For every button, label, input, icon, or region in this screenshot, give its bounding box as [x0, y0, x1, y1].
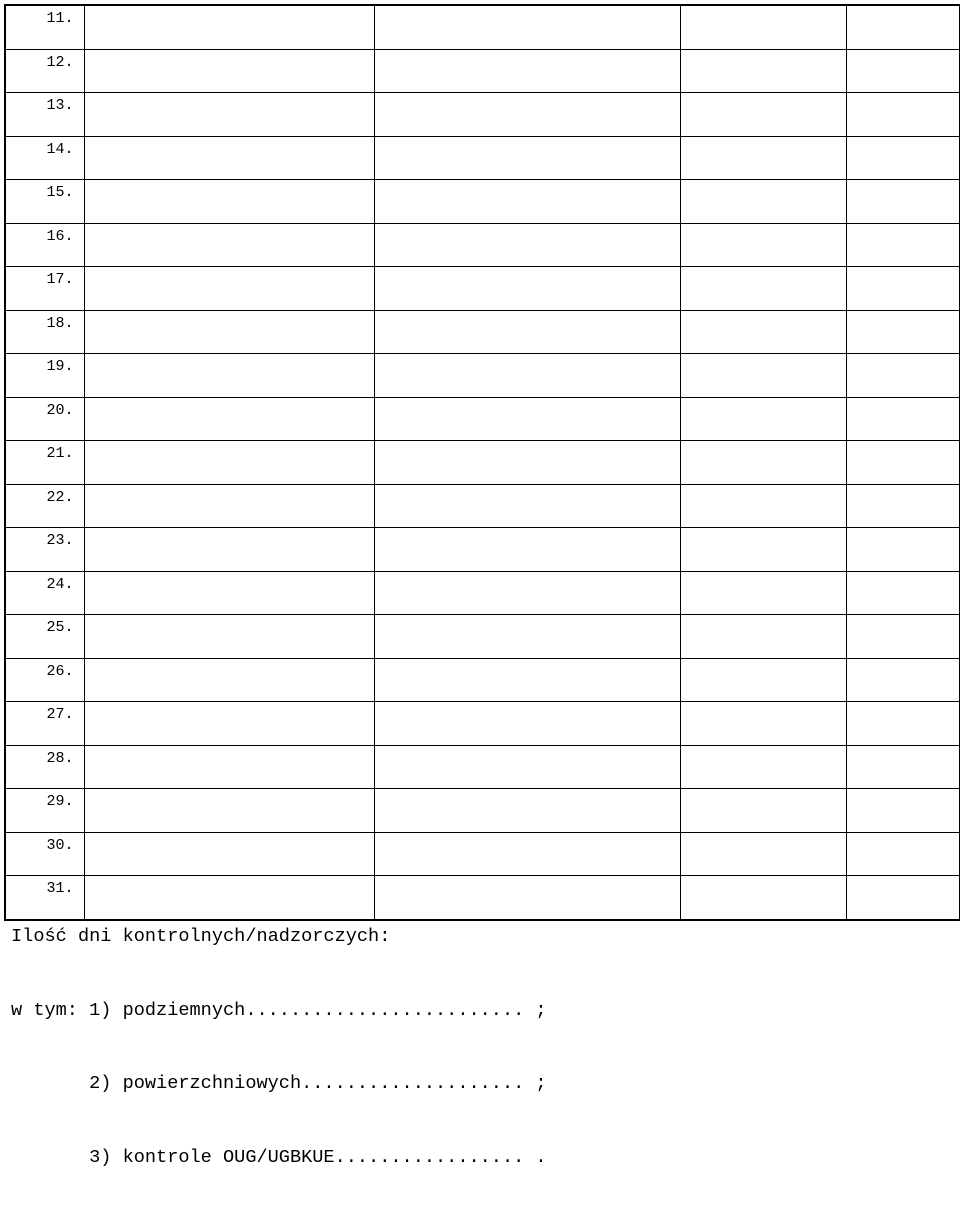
table-row — [5, 267, 960, 311]
table-cell — [680, 267, 846, 311]
table-cell — [846, 223, 960, 267]
table-cell — [374, 354, 680, 398]
row-number: 14. — [5, 136, 84, 180]
table-cell — [846, 658, 960, 702]
table-cell — [680, 180, 846, 224]
table-cell — [680, 5, 846, 49]
table-cell — [680, 136, 846, 180]
row-number: 22. — [5, 484, 84, 528]
table-cell — [84, 49, 374, 93]
table-cell — [374, 136, 680, 180]
table-cell — [846, 5, 960, 49]
table-cell — [680, 615, 846, 659]
table-cell — [84, 5, 374, 49]
summary-block — [11, 876, 951, 1219]
table-cell — [84, 136, 374, 180]
table-row — [5, 136, 960, 180]
table-row — [5, 354, 960, 398]
table-row — [5, 745, 960, 789]
row-number: 31. — [5, 876, 84, 920]
table-cell — [680, 354, 846, 398]
table-cell — [846, 136, 960, 180]
table-cell — [846, 484, 960, 528]
table-cell — [680, 441, 846, 485]
row-number: 29. — [5, 789, 84, 833]
row-number: 27. — [5, 702, 84, 746]
row-number: 24. — [5, 571, 84, 615]
table-cell — [374, 745, 680, 789]
table-cell — [680, 571, 846, 615]
table-cell — [846, 832, 960, 876]
row-number: 16. — [5, 223, 84, 267]
row-number: 30. — [5, 832, 84, 876]
table-cell — [84, 267, 374, 311]
daily-log-body — [5, 5, 960, 920]
table-cell — [846, 310, 960, 354]
row-number: 28. — [5, 745, 84, 789]
row-number: 20. — [5, 397, 84, 441]
table-cell — [374, 441, 680, 485]
table-cell — [680, 658, 846, 702]
table-cell — [84, 789, 374, 833]
table-cell — [680, 832, 846, 876]
table-cell — [680, 49, 846, 93]
table-cell — [84, 484, 374, 528]
table-cell — [680, 397, 846, 441]
row-number: 11. — [5, 5, 84, 49]
table-cell — [374, 267, 680, 311]
table-cell — [374, 180, 680, 224]
summary-oug-line: 3) kontrole OUG/UGBKUE................. . — [11, 1146, 547, 1168]
table-cell — [374, 49, 680, 93]
table-row — [5, 789, 960, 833]
table-row — [5, 310, 960, 354]
table-cell — [680, 310, 846, 354]
summary-surface-line: 2) powierzchniowych.................... ; — [11, 1073, 547, 1094]
table-cell — [374, 223, 680, 267]
table-cell — [846, 528, 960, 572]
table-cell — [84, 745, 374, 789]
table-cell — [846, 49, 960, 93]
table-cell — [84, 310, 374, 354]
table-row — [5, 5, 960, 49]
row-number: 23. — [5, 528, 84, 572]
table-cell — [846, 180, 960, 224]
table-cell — [84, 615, 374, 659]
table-cell — [374, 658, 680, 702]
table-cell — [374, 789, 680, 833]
table-cell — [680, 745, 846, 789]
table-row — [5, 397, 960, 441]
table-cell — [84, 571, 374, 615]
table-cell — [84, 441, 374, 485]
table-row — [5, 223, 960, 267]
table-cell — [374, 93, 680, 137]
table-cell — [846, 267, 960, 311]
table-cell — [846, 397, 960, 441]
table-cell — [846, 745, 960, 789]
table-row — [5, 528, 960, 572]
table-cell — [846, 615, 960, 659]
table-cell — [680, 702, 846, 746]
table-row — [5, 571, 960, 615]
table-cell — [846, 354, 960, 398]
table-row — [5, 832, 960, 876]
table-cell — [846, 441, 960, 485]
table-cell — [374, 832, 680, 876]
summary-underground-line: w tym: 1) podziemnych......................... ; — [11, 999, 547, 1021]
table-cell — [374, 702, 680, 746]
table-cell — [374, 397, 680, 441]
row-number: 15. — [5, 180, 84, 224]
row-number: 26. — [5, 658, 84, 702]
table-cell — [374, 484, 680, 528]
daily-log-table — [4, 4, 960, 921]
row-number: 12. — [5, 49, 84, 93]
row-number: 13. — [5, 93, 84, 137]
table-row — [5, 49, 960, 93]
row-number: 25. — [5, 615, 84, 659]
table-cell — [84, 93, 374, 137]
table-cell — [84, 223, 374, 267]
table-cell — [680, 223, 846, 267]
row-number: 21. — [5, 441, 84, 485]
table-cell — [84, 528, 374, 572]
table-cell — [846, 93, 960, 137]
table-cell — [680, 528, 846, 572]
table-row — [5, 180, 960, 224]
table-cell — [374, 528, 680, 572]
table-row — [5, 93, 960, 137]
table-row — [5, 702, 960, 746]
table-cell — [680, 484, 846, 528]
table-cell — [846, 571, 960, 615]
table-cell — [84, 832, 374, 876]
table-row — [5, 615, 960, 659]
row-number: 18. — [5, 310, 84, 354]
table-row — [5, 484, 960, 528]
table-cell — [680, 789, 846, 833]
summary-heading: Ilość dni kontrolnych/nadzorczych: — [11, 926, 391, 947]
row-number: 19. — [5, 354, 84, 398]
table-cell — [84, 180, 374, 224]
table-cell — [846, 789, 960, 833]
table-cell — [680, 93, 846, 137]
table-cell — [374, 310, 680, 354]
table-cell — [84, 354, 374, 398]
table-cell — [84, 702, 374, 746]
table-cell — [84, 397, 374, 441]
table-row — [5, 658, 960, 702]
table-cell — [374, 615, 680, 659]
table-cell — [374, 5, 680, 49]
table-cell — [846, 702, 960, 746]
table-cell — [84, 658, 374, 702]
table-row — [5, 441, 960, 485]
table-cell — [374, 571, 680, 615]
row-number: 17. — [5, 267, 84, 311]
